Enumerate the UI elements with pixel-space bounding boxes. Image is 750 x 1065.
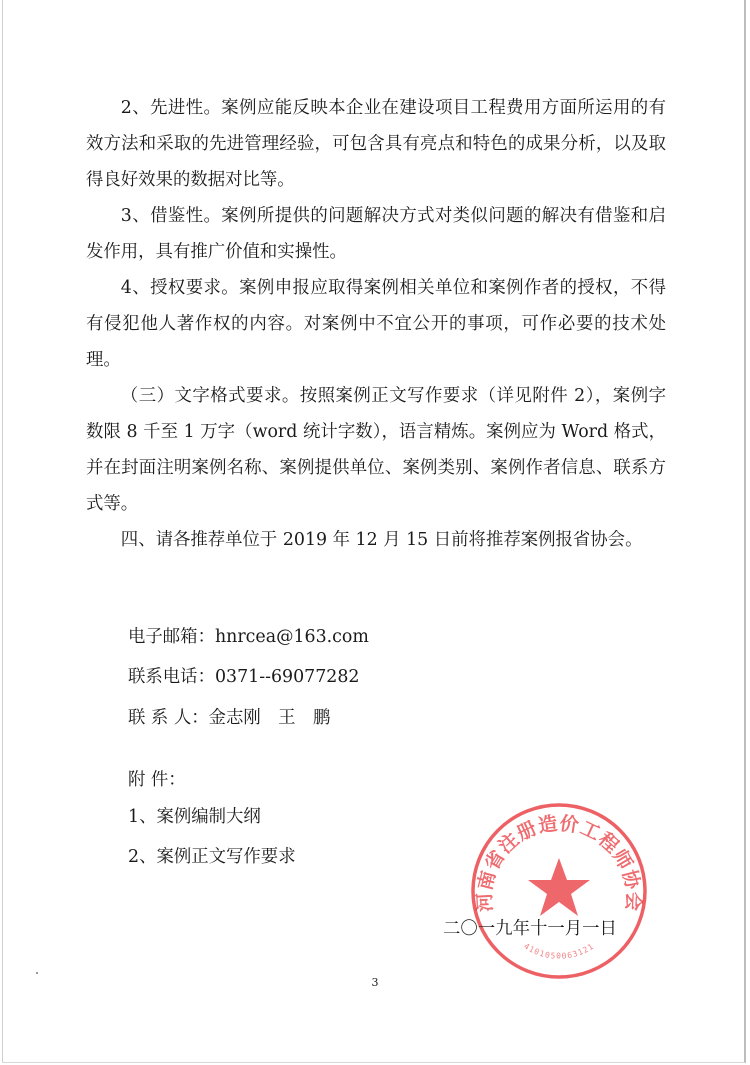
svg-text:4101050063121: 4101050063121 <box>522 941 596 961</box>
contact-phone: 联系电话：0371--69077282 <box>128 667 360 687</box>
scan-speck <box>36 972 38 974</box>
attachment-item: 1、案例编制大纲 <box>128 807 261 827</box>
document-body <box>86 90 666 558</box>
official-seal-icon <box>468 800 650 982</box>
paragraph-progressiveness: 2、先进性。案例应能反映本企业在建设项目工程费用方面所运用的有效方法和采取的先进管理经验，可包含具有亮点和特色的成果分析，以及取得良好效果的数据对比等。 <box>86 98 666 190</box>
contact-person: 联 系 人：金志刚 王 鹏 <box>128 708 331 728</box>
attachments-heading: 附 件： <box>128 770 186 790</box>
paragraph-deadline: 四、请各推荐单位于 2019 年 12 月 15 日前将推荐案例报省协会。 <box>120 530 643 550</box>
contact-email: 电子邮箱：hnrcea@163.com <box>128 627 369 647</box>
paragraph-format-requirements: （三）文字格式要求。按照案例正文写作要求（详见附件 2），案例字数限 8 千至 1 万字（word 统计字数），语言精炼。案例应为 Word 格式，并在封面注明案例名称、案例提供单位、案例类别、案例作者信息、联系方式等。 <box>86 386 666 514</box>
paragraph-reference-value: 3、借鉴性。案例所提供的问题解决方式对类似问题的解决有借鉴和启发作用，具有推广价值和实操性。 <box>86 206 666 262</box>
attachment-item: 2、案例正文写作要求 <box>128 847 296 867</box>
paragraph-authorization: 4、授权要求。案例申报应取得案例相关单位和案例作者的授权，不得有侵犯他人著作权的内容。对案例中不宜公开的事项，可作必要的技术处理。 <box>86 278 666 370</box>
page-number: 3 <box>371 976 379 989</box>
svg-text:河南省注册造价工程师协会: 河南省注册造价工程师协会 <box>473 812 645 913</box>
document-date: 二〇一九年十一月一日 <box>443 919 617 939</box>
